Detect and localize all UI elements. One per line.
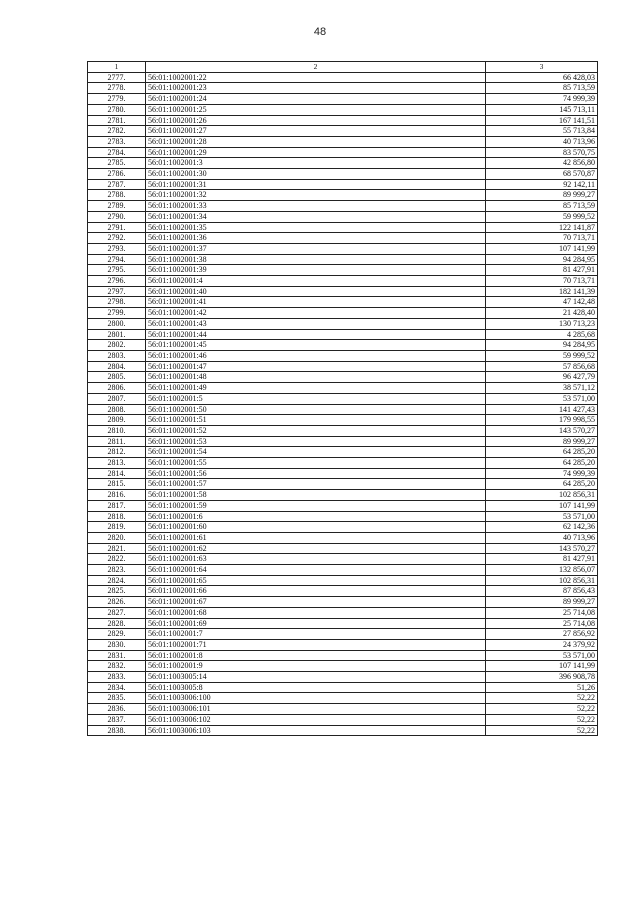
table-row (88, 458, 598, 469)
table-row (88, 532, 598, 543)
table-row (88, 190, 598, 201)
cadastral-value: 27 856,92 (486, 629, 598, 640)
cadastral-number: 56:01:1002001:22 (146, 72, 486, 83)
row-number: 2810. (88, 425, 146, 436)
table-row (88, 329, 598, 340)
cadastral-number: 56:01:1002001:34 (146, 211, 486, 222)
cadastral-value: 143 570,27 (486, 543, 598, 554)
row-number: 2791. (88, 222, 146, 233)
row-number: 2780. (88, 104, 146, 115)
row-number: 2818. (88, 511, 146, 522)
table-row (88, 650, 598, 661)
cadastral-number: 56:01:1002001:32 (146, 190, 486, 201)
cadastral-value: 53 571,00 (486, 511, 598, 522)
cadastral-value: 24 379,92 (486, 639, 598, 650)
row-number: 2823. (88, 565, 146, 576)
cadastral-number: 56:01:1002001:46 (146, 350, 486, 361)
cadastral-value: 51,26 (486, 682, 598, 693)
row-number: 2812. (88, 447, 146, 458)
cadastral-value: 89 999,27 (486, 190, 598, 201)
row-number: 2782. (88, 126, 146, 137)
cadastral-value: 74 999,39 (486, 94, 598, 105)
cadastral-number: 56:01:1002001:39 (146, 265, 486, 276)
table-row (88, 201, 598, 212)
cadastral-value: 40 713,96 (486, 136, 598, 147)
cadastral-value: 42 856,80 (486, 158, 598, 169)
table-row (88, 350, 598, 361)
table-row (88, 383, 598, 394)
cadastral-number: 56:01:1002001:37 (146, 243, 486, 254)
table-row (88, 511, 598, 522)
cadastral-value: 4 285,68 (486, 329, 598, 340)
cadastral-value: 53 571,00 (486, 393, 598, 404)
cadastral-value: 89 999,27 (486, 597, 598, 608)
cadastral-value: 59 999,52 (486, 350, 598, 361)
cadastral-value: 85 713,59 (486, 83, 598, 94)
cadastral-value: 47 142,48 (486, 297, 598, 308)
table-row (88, 126, 598, 137)
cadastral-value: 167 141,51 (486, 115, 598, 126)
cadastral-value: 70 713,71 (486, 233, 598, 244)
row-number: 2808. (88, 404, 146, 415)
table-row (88, 629, 598, 640)
column-header-2: 2 (146, 62, 486, 73)
cadastral-number: 56:01:1002001:52 (146, 425, 486, 436)
cadastral-value: 25 714,08 (486, 607, 598, 618)
cadastral-number: 56:01:1003006:101 (146, 704, 486, 715)
table-row (88, 147, 598, 158)
cadastral-number: 56:01:1002001:9 (146, 661, 486, 672)
page-number: 48 (313, 26, 327, 38)
cadastral-number: 56:01:1002001:6 (146, 511, 486, 522)
cadastral-number: 56:01:1002001:60 (146, 522, 486, 533)
cadastral-number: 56:01:1002001:66 (146, 586, 486, 597)
cadastral-number: 56:01:1002001:42 (146, 308, 486, 319)
row-number: 2800. (88, 318, 146, 329)
row-number: 2797. (88, 286, 146, 297)
cadastral-number: 56:01:1003006:103 (146, 725, 486, 736)
cadastral-value: 143 570,27 (486, 425, 598, 436)
cadastral-number: 56:01:1002001:48 (146, 372, 486, 383)
table-row (88, 714, 598, 725)
row-number: 2827. (88, 607, 146, 618)
table-row (88, 479, 598, 490)
row-number: 2802. (88, 340, 146, 351)
table-row (88, 318, 598, 329)
table-row (88, 361, 598, 372)
row-number: 2803. (88, 350, 146, 361)
cadastral-value: 94 284,95 (486, 254, 598, 265)
cadastral-number: 56:01:1002001:51 (146, 415, 486, 426)
cadastral-value: 141 427,43 (486, 404, 598, 415)
column-header-1: 1 (88, 62, 146, 73)
row-number: 2821. (88, 543, 146, 554)
row-number: 2805. (88, 372, 146, 383)
cadastral-value: 52,22 (486, 693, 598, 704)
table-row (88, 682, 598, 693)
cadastral-value: 68 570,87 (486, 169, 598, 180)
table-row (88, 565, 598, 576)
table-row (88, 415, 598, 426)
cadastral-number: 56:01:1002001:3 (146, 158, 486, 169)
cadastral-value: 85 713,59 (486, 201, 598, 212)
cadastral-value: 55 713,84 (486, 126, 598, 137)
cadastral-value: 107 141,99 (486, 243, 598, 254)
row-number: 2795. (88, 265, 146, 276)
cadastral-number: 56:01:1002001:49 (146, 383, 486, 394)
cadastral-number: 56:01:1002001:41 (146, 297, 486, 308)
cadastral-value: 145 713,11 (486, 104, 598, 115)
cadastral-value: 64 285,20 (486, 447, 598, 458)
cadastral-number: 56:01:1002001:71 (146, 639, 486, 650)
row-number: 2788. (88, 190, 146, 201)
row-number: 2783. (88, 136, 146, 147)
cadastral-value: 52,22 (486, 704, 598, 715)
row-number: 2786. (88, 169, 146, 180)
cadastral-number: 56:01:1002001:56 (146, 468, 486, 479)
cadastral-number: 56:01:1002001:50 (146, 404, 486, 415)
cadastral-number: 56:01:1002001:4 (146, 276, 486, 287)
row-number: 2831. (88, 650, 146, 661)
cadastral-number: 56:01:1002001:59 (146, 500, 486, 511)
cadastral-number: 56:01:1002001:44 (146, 329, 486, 340)
row-number: 2834. (88, 682, 146, 693)
table-row (88, 404, 598, 415)
cadastral-number: 56:01:1002001:28 (146, 136, 486, 147)
cadastral-value: 38 571,12 (486, 383, 598, 394)
table-row (88, 586, 598, 597)
table-row (88, 179, 598, 190)
row-number: 2816. (88, 490, 146, 501)
cadastral-value: 179 998,55 (486, 415, 598, 426)
table-row (88, 286, 598, 297)
row-number: 2819. (88, 522, 146, 533)
cadastral-value: 57 856,68 (486, 361, 598, 372)
cadastral-number: 56:01:1003005:14 (146, 672, 486, 683)
row-number: 2824. (88, 575, 146, 586)
cadastral-number: 56:01:1002001:45 (146, 340, 486, 351)
table-row (88, 393, 598, 404)
table-row (88, 693, 598, 704)
row-number: 2807. (88, 393, 146, 404)
table-row (88, 618, 598, 629)
table-row (88, 243, 598, 254)
cadastral-number: 56:01:1002001:64 (146, 565, 486, 576)
row-number: 2832. (88, 661, 146, 672)
cadastral-number: 56:01:1003006:100 (146, 693, 486, 704)
table-row (88, 447, 598, 458)
cadastral-number: 56:01:1002001:63 (146, 554, 486, 565)
row-number: 2787. (88, 179, 146, 190)
row-number: 2813. (88, 458, 146, 469)
row-number: 2781. (88, 115, 146, 126)
cadastral-number: 56:01:1002001:8 (146, 650, 486, 661)
cadastral-value-table (87, 61, 598, 736)
table-row (88, 661, 598, 672)
table-row (88, 672, 598, 683)
cadastral-number: 56:01:1002001:40 (146, 286, 486, 297)
table-row (88, 575, 598, 586)
table-row (88, 639, 598, 650)
cadastral-value: 132 856,07 (486, 565, 598, 576)
row-number: 2799. (88, 308, 146, 319)
row-number: 2822. (88, 554, 146, 565)
row-number: 2811. (88, 436, 146, 447)
cadastral-value: 83 570,75 (486, 147, 598, 158)
table-row (88, 136, 598, 147)
cadastral-value: 74 999,39 (486, 468, 598, 479)
cadastral-value: 64 285,20 (486, 458, 598, 469)
row-number: 2792. (88, 233, 146, 244)
cadastral-value: 70 713,71 (486, 276, 598, 287)
row-number: 2838. (88, 725, 146, 736)
cadastral-number: 56:01:1002001:25 (146, 104, 486, 115)
row-number: 2815. (88, 479, 146, 490)
cadastral-number: 56:01:1002001:53 (146, 436, 486, 447)
table-row (88, 597, 598, 608)
row-number: 2801. (88, 329, 146, 340)
cadastral-number: 56:01:1002001:47 (146, 361, 486, 372)
cadastral-number: 56:01:1002001:7 (146, 629, 486, 640)
cadastral-number: 56:01:1002001:68 (146, 607, 486, 618)
table-row (88, 83, 598, 94)
cadastral-number: 56:01:1002001:30 (146, 169, 486, 180)
row-number: 2784. (88, 147, 146, 158)
table-body (88, 72, 598, 736)
cadastral-number: 56:01:1002001:26 (146, 115, 486, 126)
row-number: 2820. (88, 532, 146, 543)
table-row (88, 340, 598, 351)
cadastral-number: 56:01:1002001:55 (146, 458, 486, 469)
cadastral-value: 96 427,79 (486, 372, 598, 383)
row-number: 2809. (88, 415, 146, 426)
table-row (88, 543, 598, 554)
cadastral-value: 64 285,20 (486, 479, 598, 490)
cadastral-number: 56:01:1002001:38 (146, 254, 486, 265)
row-number: 2794. (88, 254, 146, 265)
row-number: 2777. (88, 72, 146, 83)
table-row (88, 94, 598, 105)
table-row (88, 211, 598, 222)
row-number: 2785. (88, 158, 146, 169)
table-row (88, 115, 598, 126)
cadastral-value: 107 141,99 (486, 661, 598, 672)
cadastral-number: 56:01:1002001:31 (146, 179, 486, 190)
cadastral-value: 94 284,95 (486, 340, 598, 351)
cadastral-value: 92 142,11 (486, 179, 598, 190)
cadastral-number: 56:01:1003005:8 (146, 682, 486, 693)
row-number: 2789. (88, 201, 146, 212)
cadastral-value: 25 714,08 (486, 618, 598, 629)
table-row (88, 104, 598, 115)
cadastral-value: 52,22 (486, 714, 598, 725)
table-row (88, 254, 598, 265)
row-number: 2779. (88, 94, 146, 105)
cadastral-number: 56:01:1002001:5 (146, 393, 486, 404)
row-number: 2798. (88, 297, 146, 308)
table-row (88, 233, 598, 244)
cadastral-value: 81 427,91 (486, 554, 598, 565)
cadastral-number: 56:01:1002001:58 (146, 490, 486, 501)
cadastral-number: 56:01:1002001:69 (146, 618, 486, 629)
table-row (88, 276, 598, 287)
row-number: 2835. (88, 693, 146, 704)
cadastral-number: 56:01:1002001:65 (146, 575, 486, 586)
cadastral-number: 56:01:1002001:24 (146, 94, 486, 105)
cadastral-number: 56:01:1002001:29 (146, 147, 486, 158)
row-number: 2804. (88, 361, 146, 372)
cadastral-number: 56:01:1003006:102 (146, 714, 486, 725)
row-number: 2790. (88, 211, 146, 222)
row-number: 2826. (88, 597, 146, 608)
table-row (88, 704, 598, 715)
cadastral-number: 56:01:1002001:61 (146, 532, 486, 543)
cadastral-number: 56:01:1002001:36 (146, 233, 486, 244)
row-number: 2817. (88, 500, 146, 511)
row-number: 2806. (88, 383, 146, 394)
cadastral-value: 62 142,36 (486, 522, 598, 533)
table-row (88, 222, 598, 233)
cadastral-value: 130 713,23 (486, 318, 598, 329)
cadastral-number: 56:01:1002001:35 (146, 222, 486, 233)
cadastral-number: 56:01:1002001:62 (146, 543, 486, 554)
row-number: 2814. (88, 468, 146, 479)
row-number: 2825. (88, 586, 146, 597)
row-number: 2837. (88, 714, 146, 725)
table-row (88, 425, 598, 436)
table-row (88, 372, 598, 383)
cadastral-value: 107 141,99 (486, 500, 598, 511)
cadastral-number: 56:01:1002001:57 (146, 479, 486, 490)
table-row (88, 308, 598, 319)
cadastral-number: 56:01:1002001:23 (146, 83, 486, 94)
cadastral-value: 102 856,31 (486, 575, 598, 586)
cadastral-number: 56:01:1002001:54 (146, 447, 486, 458)
table-row (88, 607, 598, 618)
row-number: 2836. (88, 704, 146, 715)
row-number: 2833. (88, 672, 146, 683)
cadastral-value: 89 999,27 (486, 436, 598, 447)
cadastral-number: 56:01:1002001:33 (146, 201, 486, 212)
row-number: 2829. (88, 629, 146, 640)
table-row (88, 522, 598, 533)
table-row (88, 297, 598, 308)
table-row (88, 490, 598, 501)
column-header-3: 3 (486, 62, 598, 73)
cadastral-value: 396 908,78 (486, 672, 598, 683)
row-number: 2796. (88, 276, 146, 287)
table-row (88, 169, 598, 180)
cadastral-value: 53 571,00 (486, 650, 598, 661)
table-row (88, 436, 598, 447)
table-row (88, 158, 598, 169)
row-number: 2793. (88, 243, 146, 254)
table-row (88, 468, 598, 479)
row-number: 2828. (88, 618, 146, 629)
row-number: 2778. (88, 83, 146, 94)
table-row (88, 72, 598, 83)
table-row (88, 725, 598, 736)
cadastral-value: 102 856,31 (486, 490, 598, 501)
table-row (88, 265, 598, 276)
cadastral-value: 52,22 (486, 725, 598, 736)
table-header-row (88, 62, 598, 73)
cadastral-value: 59 999,52 (486, 211, 598, 222)
cadastral-number: 56:01:1002001:43 (146, 318, 486, 329)
table-row (88, 554, 598, 565)
cadastral-number: 56:01:1002001:67 (146, 597, 486, 608)
cadastral-value: 122 141,87 (486, 222, 598, 233)
cadastral-value: 21 428,40 (486, 308, 598, 319)
cadastral-value: 66 428,03 (486, 72, 598, 83)
cadastral-value: 87 856,43 (486, 586, 598, 597)
cadastral-value: 182 141,39 (486, 286, 598, 297)
cadastral-value: 40 713,96 (486, 532, 598, 543)
row-number: 2830. (88, 639, 146, 650)
cadastral-number: 56:01:1002001:27 (146, 126, 486, 137)
cadastral-value: 81 427,91 (486, 265, 598, 276)
table-row (88, 500, 598, 511)
